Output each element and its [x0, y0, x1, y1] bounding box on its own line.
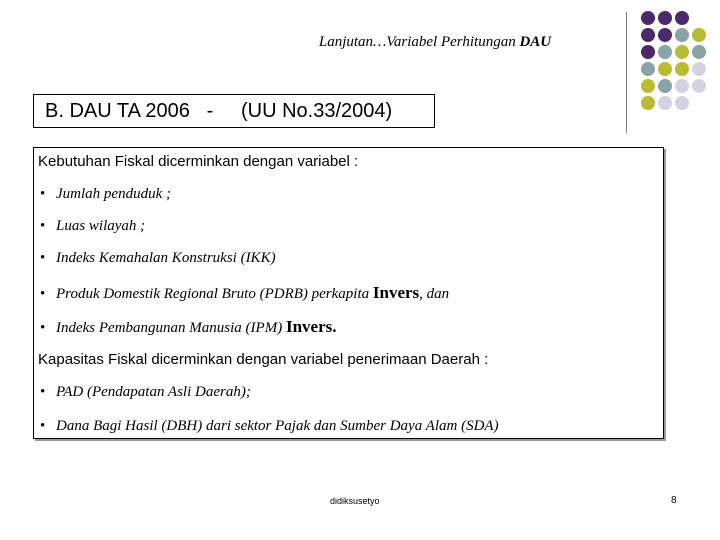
dot-teal [658, 45, 672, 59]
bullet-mark: • [40, 250, 46, 266]
list-item-text: Indeks Kemahalan Konstruksi (IKK) [56, 250, 276, 266]
page-number: 8 [671, 495, 677, 506]
dot-purple [658, 28, 672, 42]
dot-purple [675, 11, 689, 25]
emphasis-invers: Invers. [285, 317, 337, 336]
bullet-mark: • [40, 286, 46, 302]
list-item [40, 283, 449, 303]
footer-author: didiksusetyo [330, 496, 380, 506]
dot-teal [692, 45, 706, 59]
list-item-text: Jumlah penduduk ; [56, 186, 171, 202]
dot-lavender [658, 96, 672, 110]
dot-olive [675, 62, 689, 76]
content-box [33, 147, 664, 439]
slide-title: B. DAU TA 2006 - (UU No.33/2004) [33, 94, 435, 128]
bullet-mark: • [40, 384, 46, 400]
slide-subtitle [250, 34, 620, 51]
list-item-tail: , dan [419, 286, 450, 302]
vertical-divider [626, 12, 627, 133]
dot-olive [692, 28, 706, 42]
dot-olive [641, 96, 655, 110]
list-item-text: PAD (Pendapatan Asli Daerah); [56, 384, 251, 400]
list-item [40, 186, 171, 203]
bullet-mark: • [40, 186, 46, 202]
dot-purple [641, 11, 655, 25]
list-item [40, 250, 276, 267]
list-item-text: Luas wilayah ; [56, 218, 146, 234]
dot-olive [658, 62, 672, 76]
dot-teal [675, 28, 689, 42]
section1-heading: Kebutuhan Fiskal dicerminkan dengan variabel : [38, 153, 359, 170]
list-item-text: Dana Bagi Hasil (DBH) dari sektor Pajak dan Sumber Daya Alam (SDA) [56, 418, 499, 434]
dot-purple [658, 11, 672, 25]
list-item-text: Indeks Pembangunan Manusia (IPM) [56, 320, 286, 336]
dot-olive [641, 79, 655, 93]
subtitle-bold: DAU [519, 34, 552, 50]
bullet-mark: • [40, 320, 46, 336]
dot-lavender [675, 96, 689, 110]
dot-teal [658, 79, 672, 93]
list-item-text: Produk Domestik Regional Bruto (PDRB) perkapita [56, 286, 373, 302]
dot-teal [641, 62, 655, 76]
list-item [40, 218, 145, 235]
bullet-mark: • [40, 218, 46, 234]
decorative-dot-grid [640, 11, 720, 121]
dot-lavender [692, 79, 706, 93]
dot-purple [641, 28, 655, 42]
subtitle-prefix: Lanjutan…Variabel Perhitungan [318, 34, 516, 50]
list-item [40, 317, 336, 337]
list-item [40, 384, 251, 401]
dot-purple [641, 45, 655, 59]
dot-lavender [692, 62, 706, 76]
section2-heading: Kapasitas Fiskal dicerminkan dengan variabel penerimaan Daerah : [38, 351, 489, 368]
bullet-mark: • [40, 418, 46, 434]
list-item [40, 418, 499, 435]
emphasis-invers: Invers [372, 283, 420, 302]
dot-olive [675, 45, 689, 59]
dot-lavender [675, 79, 689, 93]
